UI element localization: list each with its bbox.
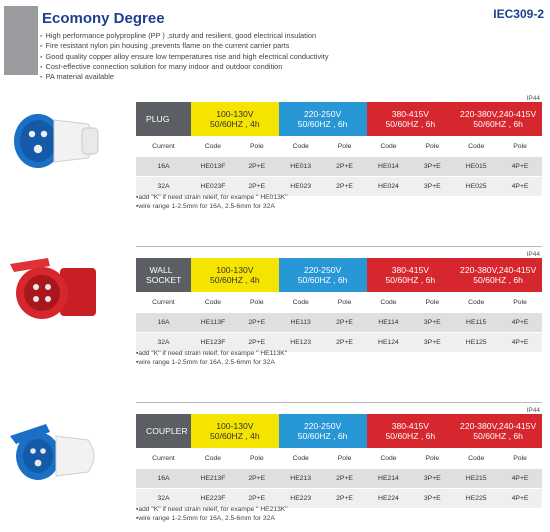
spec-table	[136, 448, 542, 508]
table-row: 32A HE123F 2P+E HE123 2P+E HE124 3P+E HE125 4P+E	[136, 333, 542, 353]
feature-item: ▪ Good quality copper alloy ensure low temperatures rise and high electrical conductivity	[40, 52, 329, 62]
product-name: PLUG	[136, 102, 191, 136]
ip-rating: IP44	[526, 407, 540, 414]
table-row: 16A HE013F 2P+E HE013 2P+E HE014 3P+E HE015 4P+E	[136, 157, 542, 177]
voltage-header-red-2: 220-380V,240-415V 50/60HZ , 6h	[454, 102, 542, 136]
feature-item: ▪ PA material available	[40, 72, 329, 82]
note-line: ▪wire range 1-2.5mm for 16A, 2.5-6mm for 32A	[136, 202, 275, 210]
note-line: ▪add "K" if need strain releif, for exampe " HE213K"	[136, 506, 288, 513]
coupler-image	[6, 418, 104, 484]
plug-table	[136, 102, 542, 196]
voltage-header-yellow: 100-130V 50/60HZ , 4h	[191, 414, 279, 448]
voltage-header-red: 380-415V 50/60HZ , 6h	[367, 258, 455, 292]
spec-table	[136, 136, 542, 196]
note-line: ▪wire range 1-2.5mm for 16A, 2.5-6mm for 32A	[136, 514, 275, 522]
voltage-header-blue: 220-250V 50/60HZ , 6h	[279, 258, 367, 292]
page-title: Ecomony Degree	[42, 10, 165, 27]
table-row: 32A HE223F 2P+E HE223 2P+E HE224 3P+E HE225 4P+E	[136, 489, 542, 509]
voltage-header-yellow: 100-130V 50/60HZ , 4h	[191, 102, 279, 136]
note-line: ▪wire range 1-2.5mm for 16A, 2.5-6mm for 32A	[136, 358, 275, 366]
standard-code: IEC309-2	[493, 7, 544, 21]
note-line: ▪add "K" if need strain releif, for exampe " HE113K"	[136, 350, 288, 357]
plug-image	[8, 110, 104, 172]
notes	[136, 194, 288, 211]
table-header-row	[136, 414, 542, 448]
spec-table	[136, 292, 542, 352]
column-label-row: Current Code Pole Code Pole Code Pole Code Pole	[136, 137, 542, 157]
column-label-row: Current Code Pole Code Pole Code Pole Code Pole	[136, 449, 542, 469]
table-row: 32A HE023F 2P+E HE023 2P+E HE024 3P+E HE025 4P+E	[136, 177, 542, 197]
voltage-header-yellow: 100-130V 50/60HZ , 4h	[191, 258, 279, 292]
section-divider	[136, 246, 542, 247]
notes	[136, 506, 288, 523]
table-row: 16A HE113F 2P+E HE113 2P+E HE114 3P+E HE115 4P+E	[136, 313, 542, 333]
voltage-header-blue: 220-250V 50/60HZ , 6h	[279, 102, 367, 136]
table-header-row	[136, 258, 542, 292]
notes	[136, 350, 287, 367]
feature-list	[40, 31, 329, 82]
wall-socket-table	[136, 258, 542, 352]
ip-rating: IP44	[526, 251, 540, 258]
feature-item: ▪ High performance polypropline (PP ) ,sturdy and resilient, good electrical insulation	[40, 31, 329, 41]
table-header-row	[136, 102, 542, 136]
brand-color-block	[4, 6, 38, 75]
section-divider	[136, 402, 542, 403]
voltage-header-red-2: 220-380V,240-415V 50/60HZ , 6h	[454, 258, 542, 292]
voltage-header-red-2: 220-380V,240-415V 50/60HZ , 6h	[454, 414, 542, 448]
coupler-table	[136, 414, 542, 508]
voltage-header-red: 380-415V 50/60HZ , 6h	[367, 102, 455, 136]
voltage-header-blue: 220-250V 50/60HZ , 6h	[279, 414, 367, 448]
note-line: ▪add "K" if need strain releif, for exampe " HE013K"	[136, 194, 288, 201]
product-name: COUPLER	[136, 414, 191, 448]
voltage-header-red: 380-415V 50/60HZ , 6h	[367, 414, 455, 448]
table-row: 16A HE213F 2P+E HE213 2P+E HE214 3P+E HE215 4P+E	[136, 469, 542, 489]
product-name: WALL SOCKET	[136, 258, 191, 292]
feature-item: ▪ Fire resistant nylon pin housing ,prevents flame on the current carrier parts	[40, 41, 329, 51]
wall-socket-image	[4, 254, 104, 324]
feature-item: ▪ Cost-effective connection solution for many indoor and outdoor condition	[40, 62, 329, 72]
column-label-row: Current Code Pole Code Pole Code Pole Code Pole	[136, 293, 542, 313]
ip-rating: IP44	[526, 95, 540, 102]
